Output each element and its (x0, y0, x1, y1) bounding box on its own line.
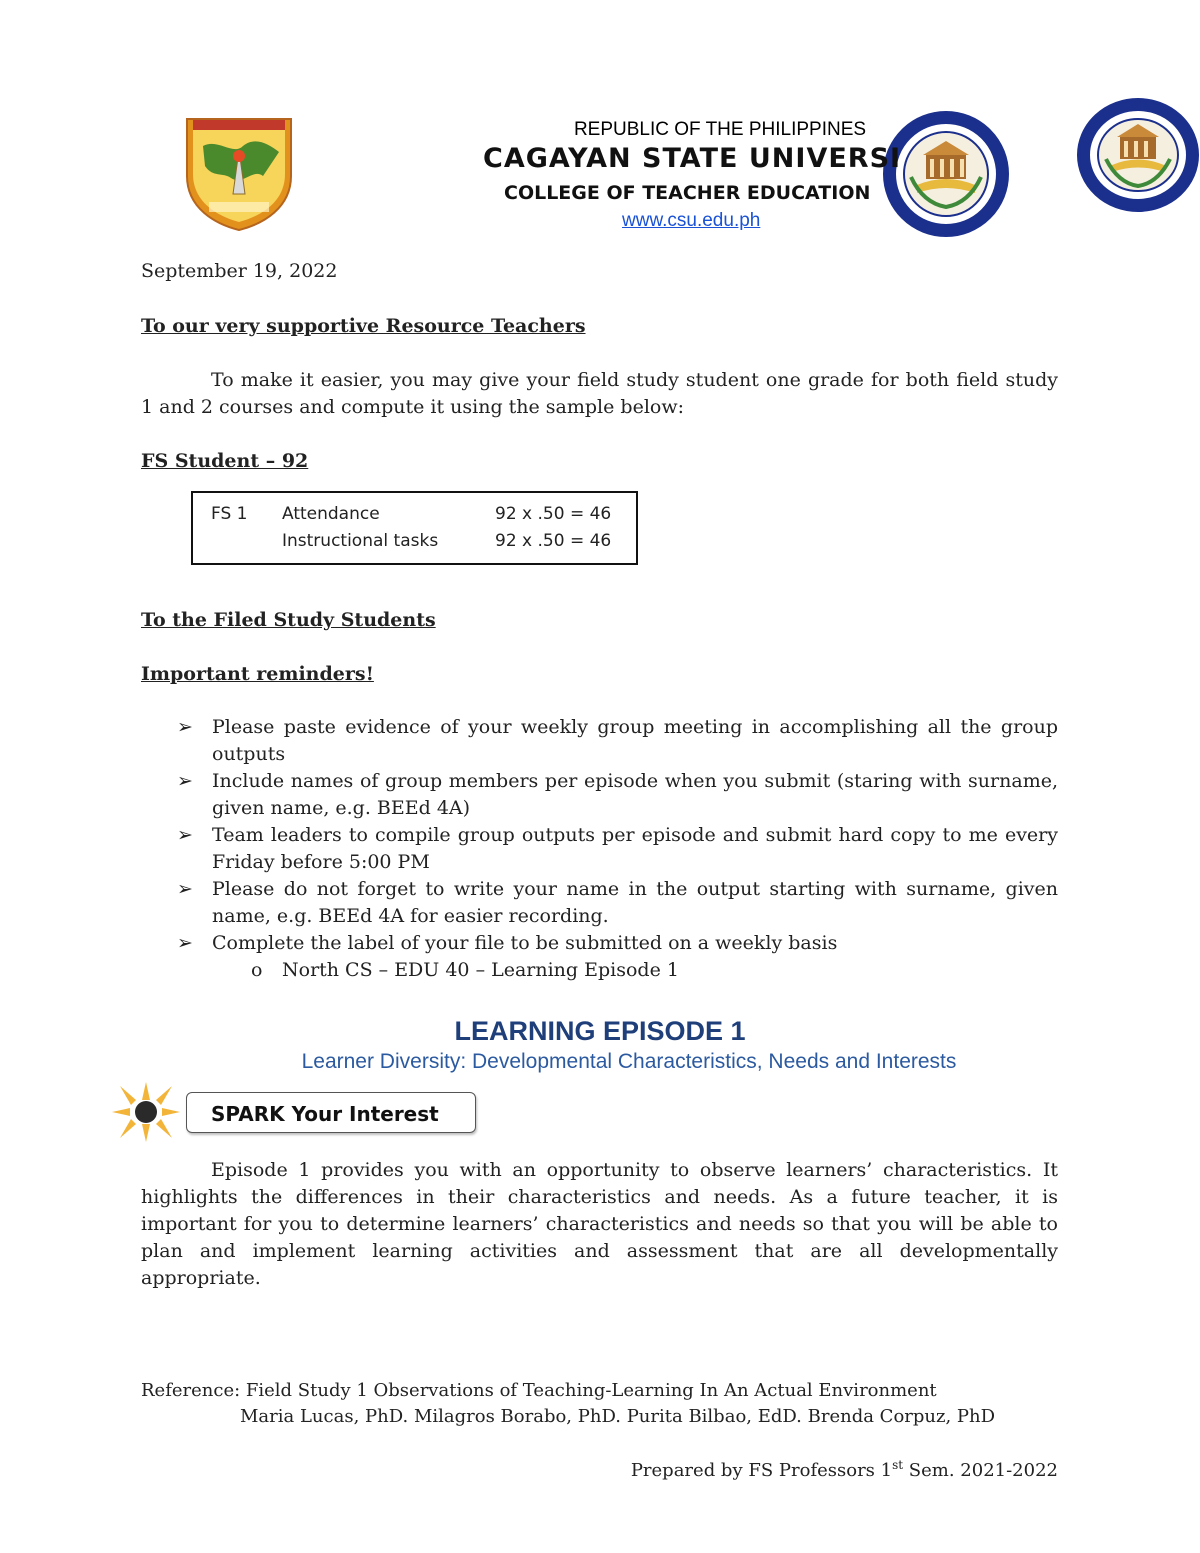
grade-sample-table (191, 491, 638, 565)
prepared-by-footer: Prepared by FS Professors 1st Sem. 2021-2022 (630, 1458, 1058, 1481)
episode-subtitle: Learner Diversity: Developmental Characteristics, Needs and Interests (301, 1050, 957, 1073)
sub-list-item: o North CS – EDU 40 – Learning Episode 1 (141, 957, 1058, 984)
salutation-heading: To our very supportive Resource Teachers (141, 315, 586, 337)
reference-authors: Maria Lucas, PhD. Milagros Borabo, PhD. Purita Bilbao, EdD. Brenda Corpuz, PhD (240, 1406, 996, 1427)
table-row-item: Instructional tasks (282, 531, 439, 551)
students-heading: To the Filed Study Students (141, 609, 436, 631)
intro-text: To make it easier, you may give your field study student one grade for both field study 1 and 2 courses and compute it using the sample below: (141, 369, 1058, 418)
table-row-computation: 92 x .50 = 46 (495, 504, 612, 524)
reference-line: Reference: Field Study 1 Observations of Teaching-Learning In An Actual Environment (141, 1380, 937, 1401)
list-item: ➢ Include names of group members per episode when you submit (staring with surname, given name, e.g. BEEd 4A) (177, 770, 1058, 819)
spark-interest-label: SPARK Your Interest (186, 1092, 476, 1133)
course-cell: FS 1 (211, 504, 248, 524)
list-item: ➢ Complete the label of your file to be submitted on a weekly basis (141, 930, 1058, 957)
arrow-bullet-icon: ➢ (177, 770, 193, 792)
list-item: ➢ Team leaders to compile group outputs per episode and submit hard copy to me every Friday before 5:00 PM (177, 824, 1058, 873)
arrow-bullet-icon: ➢ (177, 878, 193, 900)
table-row-computation: 92 x .50 = 46 (495, 531, 612, 551)
cte-seal-logo-small (1076, 97, 1200, 213)
fs-student-heading: FS Student – 92 (141, 450, 309, 472)
arrow-bullet-icon: ➢ (177, 824, 193, 846)
sun-icon (110, 1080, 182, 1144)
reminders-heading: Important reminders! (141, 663, 374, 685)
republic-heading: REPUBLIC OF THE PHILIPPINES (573, 119, 867, 140)
university-name: CAGAYAN STATE UNIVERSI (483, 143, 902, 174)
arrow-bullet-icon: ➢ (177, 716, 193, 738)
website-link[interactable]: www.csu.edu.ph (622, 210, 761, 231)
list-item: ➢ Please paste evidence of your weekly group meeting in accomplishing all the group outputs (177, 716, 1058, 765)
reminders-list (141, 714, 1058, 984)
episode-paragraph (141, 1157, 1058, 1292)
letter-date: September 19, 2022 (141, 260, 338, 282)
list-item: ➢ Please do not forget to write your name in the output starting with surname, given name, e.g. BEEd 4A for easier recording. (177, 878, 1058, 927)
intro-paragraph (141, 367, 1058, 421)
arrow-bullet-icon: ➢ (177, 932, 193, 954)
table-row-item: Attendance (282, 504, 380, 524)
episode-title: LEARNING EPISODE 1 (454, 1016, 746, 1046)
college-name: COLLEGE OF TEACHER EDUCATION (504, 182, 871, 204)
episode-text: Episode 1 provides you with an opportunity to observe learners’ characteristics. It highlights the differences in their characteristics and needs. As a future teacher, it is important for you to determine learners’ characteristics and needs so that you will be able to plan and implement learning activities and assessment that are all developmentally appropriate. (141, 1159, 1058, 1289)
circle-bullet-icon: o (251, 959, 263, 981)
